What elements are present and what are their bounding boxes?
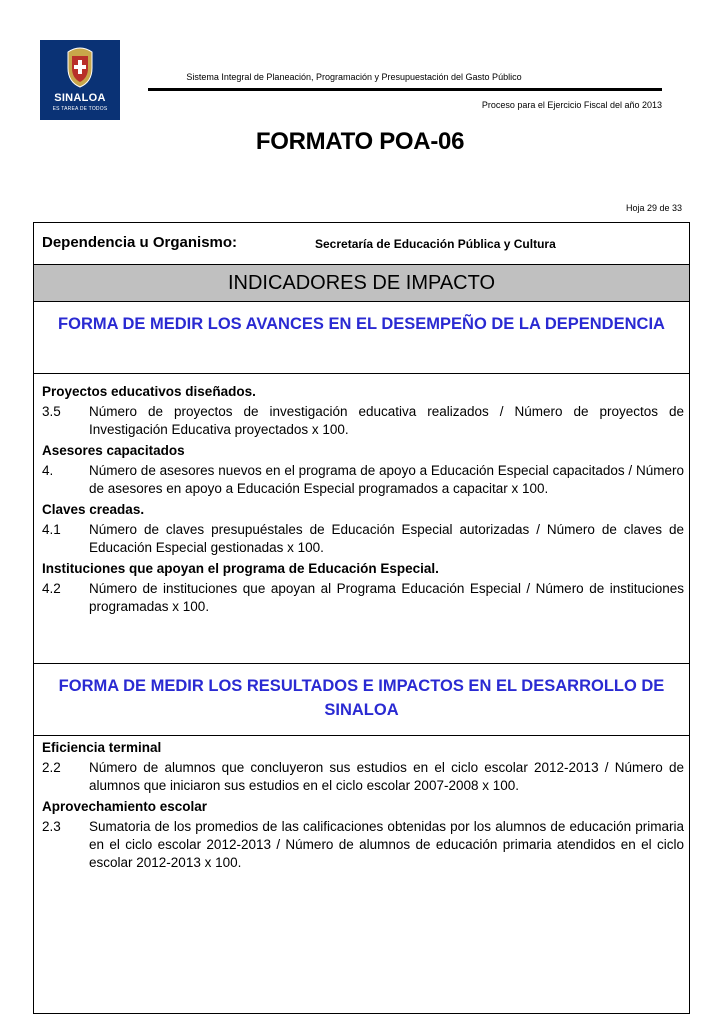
logo-name: SINALOA bbox=[54, 92, 106, 104]
header-divider bbox=[148, 88, 662, 91]
indicator-text: Número de alumnos que concluyeron sus estudios en el ciclo escolar 2012-2013 / Número de alumnos que iniciaron sus estudios en el ciclo escolar 2007-2008 x 100. bbox=[89, 760, 684, 793]
indicator-number: 3.5 bbox=[42, 404, 61, 419]
group-title: Eficiencia terminal bbox=[42, 740, 162, 755]
section-title: INDICADORES DE IMPACTO bbox=[34, 265, 689, 302]
indicator-number: 2.3 bbox=[42, 819, 61, 834]
logo-tagline: ES TAREA DE TODOS bbox=[52, 106, 108, 112]
group-title: Claves creadas. bbox=[42, 502, 145, 517]
section1-heading: FORMA DE MEDIR LOS AVANCES EN EL DESEMPEÑO DE LA DEPENDENCIA bbox=[34, 302, 689, 374]
indicator-text: Número de proyectos de investigación educativa realizados / Número de proyectos de Investigación Educativa proyectados x 100. bbox=[89, 404, 684, 437]
page-indicator: Hoja 29 de 33 bbox=[625, 203, 682, 213]
indicator-text: Número de claves presupuéstales de Educación Especial autorizadas / Número de claves de Educación Especial gestionadas x 100. bbox=[89, 522, 684, 555]
dependency-label: Dependencia u Organismo: bbox=[42, 234, 238, 251]
group-title: Instituciones que apoyan el programa de Educación Especial. bbox=[42, 561, 439, 576]
indicator-item bbox=[42, 759, 684, 795]
group-title: Proyectos educativos diseñados. bbox=[42, 384, 256, 399]
dependency-value: Secretaría de Educación Pública y Cultura bbox=[315, 237, 556, 251]
sinaloa-logo bbox=[40, 40, 120, 120]
indicator-item bbox=[42, 580, 684, 616]
indicator-number: 4.2 bbox=[42, 581, 61, 596]
group-title: Aprovechamiento escolar bbox=[42, 799, 208, 814]
dependency-row bbox=[34, 223, 689, 265]
indicator-number: 4. bbox=[42, 463, 54, 478]
indicator-text: Número de asesores nuevos en el programa de apoyo a Educación Especial capacitados / Número de asesores en apoyo a Educación Especial programados a capacitar x 100. bbox=[89, 463, 684, 496]
section1-content bbox=[42, 383, 684, 619]
indicator-item bbox=[42, 403, 684, 439]
indicator-item bbox=[42, 521, 684, 557]
indicator-text: Número de instituciones que apoyan al Programa Educación Especial / Número de instituciones programadas x 100. bbox=[89, 581, 684, 614]
indicator-number: 2.2 bbox=[42, 760, 61, 775]
section2-heading: FORMA DE MEDIR LOS RESULTADOS E IMPACTOS EN EL DESARROLLO DE SINALOA bbox=[34, 663, 689, 736]
coat-of-arms-icon bbox=[64, 46, 96, 88]
form-title: FORMATO POA-06 bbox=[255, 128, 465, 155]
indicator-item bbox=[42, 818, 684, 872]
section2-content bbox=[42, 739, 684, 875]
indicator-number: 4.1 bbox=[42, 522, 61, 537]
system-title: Sistema Integral de Planeación, Programación y Presupuestación del Gasto Público bbox=[186, 72, 522, 82]
indicator-item bbox=[42, 462, 684, 498]
group-title: Asesores capacitados bbox=[42, 443, 185, 458]
indicator-text: Sumatoria de los promedios de las calificaciones obtenidas por los alumnos de educación primaria en el ciclo escolar 2012-2013 / Número de alumnos de educación primaria atendidos en el ciclo escolar 2012-2013 x 100. bbox=[89, 819, 684, 870]
process-label: Proceso para el Ejercicio Fiscal del año 2013 bbox=[481, 100, 662, 110]
form-frame bbox=[33, 222, 690, 1014]
